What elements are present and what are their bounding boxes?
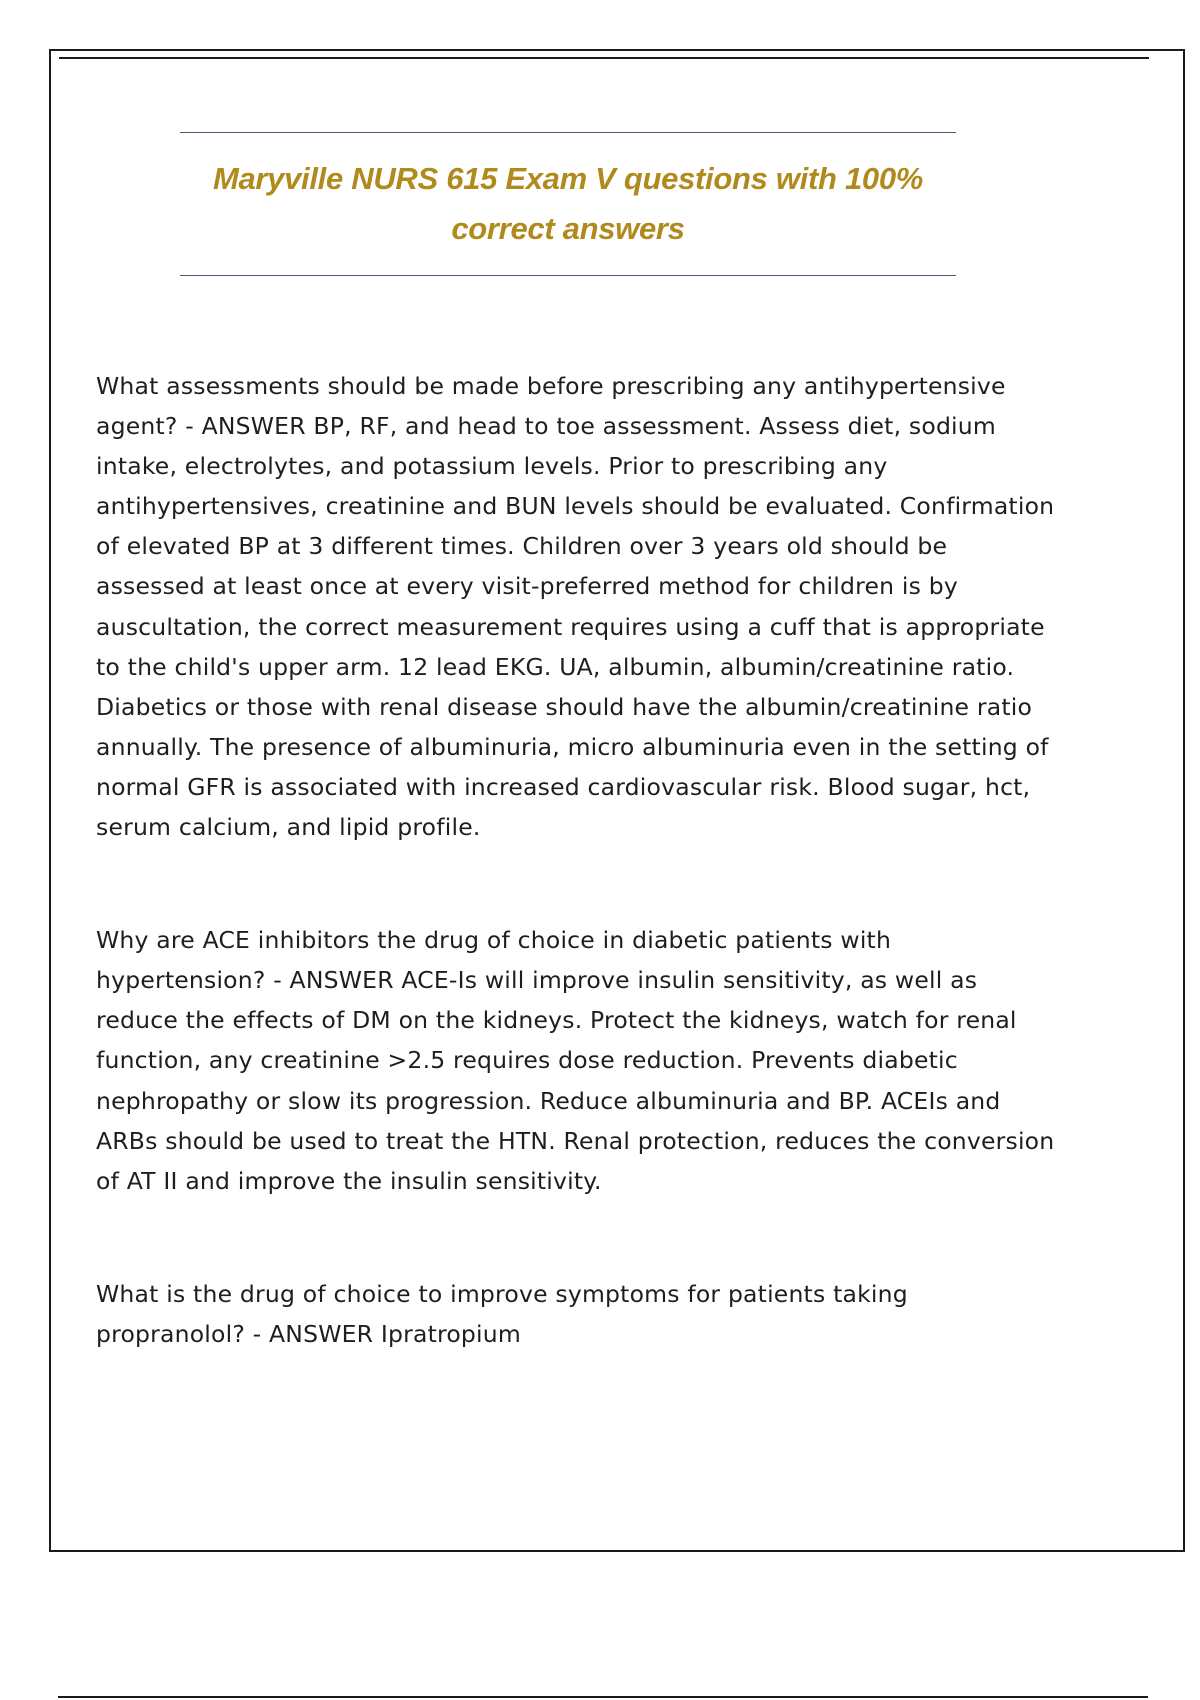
qa-entry-1: What assessments should be made before prescribing any antihypertensive agent? - ANSWER BP, RF, and head to toe assessment. Assess diet, sodium intake, electrolytes, and potassium levels. Prior to prescribing any antihypertensives, creatinine and BUN levels should be evaluated. Confirmation of elevated BP at 3 different times. Children over 3 years old should be assessed at least once at every visit-preferred method for children is by auscultation, the correct measurement requires using a cuff that is appropriate to the child's upper arm. 12 lead EKG. UA, albumin, albumin/creatinine ratio. Diabetics or those with renal disease should have the albumin/creatinine ratio annually. The presence of albuminuria, micro albuminuria even in the setting of normal GFR is associated with increased cardiovascular risk. Blood sugar, hct, serum calcium, and lipid profile. <box>96 372 1055 842</box>
top-rule <box>59 57 1149 59</box>
document-title-line-1: Maryville NURS 615 Exam V questions with 100% <box>212 161 924 196</box>
qa-entry-3: What is the drug of choice to improve symptoms for patients taking propranolol? - ANSWER Ipratropium <box>96 1279 908 1348</box>
qa-list <box>96 366 1056 1427</box>
document-title-line-2: correct answers <box>451 211 685 246</box>
qa-entry-2: Why are ACE inhibitors the drug of choice in diabetic patients with hypertension? - ANSWER ACE-Is will improve insulin sensitivity, as well as reduce the effects of DM on the kidneys. Protect the kidneys, watch for renal function, any creatinine >2.5 requires dose reduction. Prevents diabetic nephropathy or slow its progression. Reduce albuminuria and BP. ACEIs and ARBs should be used to treat the HTN. Renal protection, reduces the conversion of AT II and improve the insulin sensitivity. <box>96 926 1055 1195</box>
title-block <box>180 132 956 276</box>
footer-rule <box>58 1696 1148 1698</box>
